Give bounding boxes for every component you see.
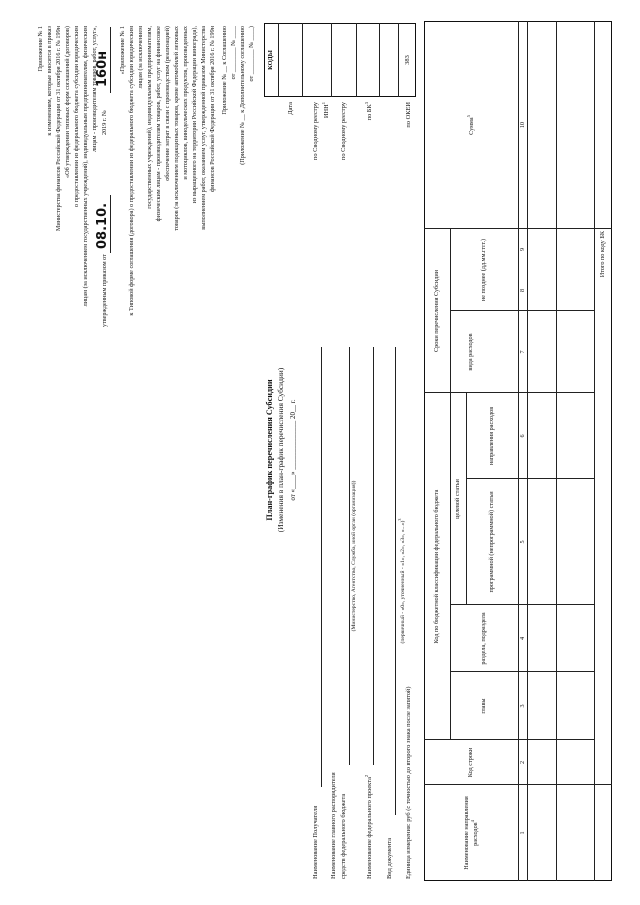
header-vid-expenses: вида расходов	[467, 333, 475, 371]
title-sub: (Изменения в план-график перечисления Субсидии)	[276, 367, 285, 533]
annex-line-2: к Типовой форме соглашения (договора) о предоставлении из федерального бюджета субсидии юридическим	[128, 26, 135, 316]
col-number: 1	[518, 831, 526, 835]
annex-line-4: государственных учреждений), индивидуальным предпринимателям,	[146, 26, 153, 209]
field-recipient-label: Наименование Получателя	[312, 805, 319, 879]
field-unit-label: Единица измерения: руб (с точностью до второго знака после запятой)	[405, 686, 412, 879]
field-distributor-line	[349, 347, 350, 765]
field-doctype-label: Вид документа	[386, 837, 393, 879]
col-number: 6	[518, 434, 526, 438]
header-sum: Сумма$^5$	[466, 115, 476, 135]
annex-line-5: физическим лицам - производителям товаров, работ, услуг на финансовое	[155, 26, 162, 222]
agreement-line-1: Приложение № __ к Соглашению	[221, 26, 228, 115]
title-main: План-график перечисления Субсидии	[265, 379, 274, 521]
header-target-article: целевой статьи	[454, 479, 462, 519]
col-number: 7	[518, 350, 526, 354]
annex-line-1: «Приложение № 1	[119, 26, 126, 75]
codes-box	[264, 23, 416, 97]
label-bk: по $БК^3$	[364, 102, 374, 121]
annex-line-10: выполнением работ, оказанием услуг, утвержденной приказом Министерства	[200, 26, 207, 230]
header-direction-expenses: направления расходов	[488, 406, 496, 466]
col-number: 5	[518, 540, 526, 544]
col-number: 8	[518, 288, 526, 293]
annex-line-7: товаров (за исключением подакцизных товаров, кроме автомобилей легковых	[173, 26, 180, 231]
approved-date: 08.10.	[95, 202, 110, 249]
codes-header: КОДЫ	[267, 50, 274, 70]
header-program-article: программной (непрограммной) статьи	[488, 491, 496, 593]
codes-okei-value: 383	[404, 55, 411, 65]
header-glava: главы	[480, 698, 488, 714]
annex-line-3: лицам (за исключением	[137, 26, 144, 89]
field-distributor-label-2: средств федерального бюджета	[340, 793, 347, 879]
annex-line-6: обеспечение затрат в связи с производством (реализацией)	[164, 26, 171, 181]
header-direction-name: Наименование направления расходов$^4$	[462, 796, 480, 870]
appendix-line-5: о предоставлении из федерального бюджета субсидии юридическим	[73, 26, 80, 207]
approved-prefix: утвержденным приказом от	[101, 254, 108, 327]
total-by-bk-label: Итого по коду БК	[599, 231, 607, 278]
field-doctype-line	[395, 347, 396, 815]
annex-line-8: и мотоциклов, винодельческих продуктов, произведенных	[182, 26, 189, 180]
appendix-line-6: лицам (за исключением государственных учреждений), индивидуальным предпринимателям, физическим	[82, 26, 89, 307]
header-razdel: раздела, подраздела	[480, 612, 488, 665]
note-doc-type: (первичный - «0», уточненный - «1», «2», «3», «...»)$^3$	[397, 518, 406, 644]
label-svodny-1: по Сводному реестру	[312, 102, 319, 161]
appendix-line-7: лицам - производителям товаров, работ, услуг»,	[91, 26, 98, 152]
col-number: 2	[518, 760, 526, 765]
header-terms: Сроки перечисления Субсидии	[433, 270, 441, 352]
annex-line-9: из выращенного на территории Российской Федерации винограда),	[191, 26, 198, 204]
col-number: 3	[518, 704, 526, 708]
header-row-code: Код строки	[467, 747, 475, 778]
appendix-line-2: к изменениям, которые вносятся в приказ	[46, 26, 53, 136]
appendix-line-1: Приложение № 1	[37, 26, 44, 72]
col-number: 4	[518, 636, 526, 641]
approved-number: 160н	[95, 50, 110, 87]
label-svodny-2: по Сводному реестру	[340, 102, 347, 161]
approved-year: 2019 г. №	[101, 110, 108, 135]
agreement-line-3: (Приложение № __ к Дополнительному соглашению	[239, 26, 246, 165]
agreement-line-2: от ________ № ____	[230, 26, 237, 80]
field-distributor-label: Наименование главного распорядителя	[330, 772, 337, 879]
label-inn: ИНН$^1$	[321, 102, 331, 119]
title-date-line: от «____» ______________ 20__ г.	[289, 399, 297, 501]
agreement-line-4: от ________ № ____)	[248, 26, 255, 82]
note-ministry: (Министерство, Агентство, Служба, иной орган (организация))	[351, 480, 357, 632]
label-okei: по ОКЕИ	[405, 102, 412, 128]
header-not-later: не позднее (дд.мм.гггг.)	[480, 238, 488, 302]
appendix-line-4: «Об утверждении типовых форм соглашений (договоров)	[64, 26, 71, 178]
col-number: 10	[518, 121, 526, 129]
appendix-line-3: Министерства финансов Российской Федерации от 31 октября 2016 г. № 199н	[55, 26, 62, 232]
field-recipient-line	[321, 347, 322, 787]
col-number: 9	[518, 247, 526, 252]
field-project-label: Наименование федерального проекта$^2$	[364, 774, 374, 879]
label-date: Дата	[287, 102, 294, 115]
header-budget-class: Код по бюджетной классификации федерального бюджета	[433, 489, 441, 644]
field-project-line	[373, 347, 374, 765]
annex-line-11: финансов Российской Федерации от 31 октября 2016 г. № 199н	[209, 26, 216, 192]
